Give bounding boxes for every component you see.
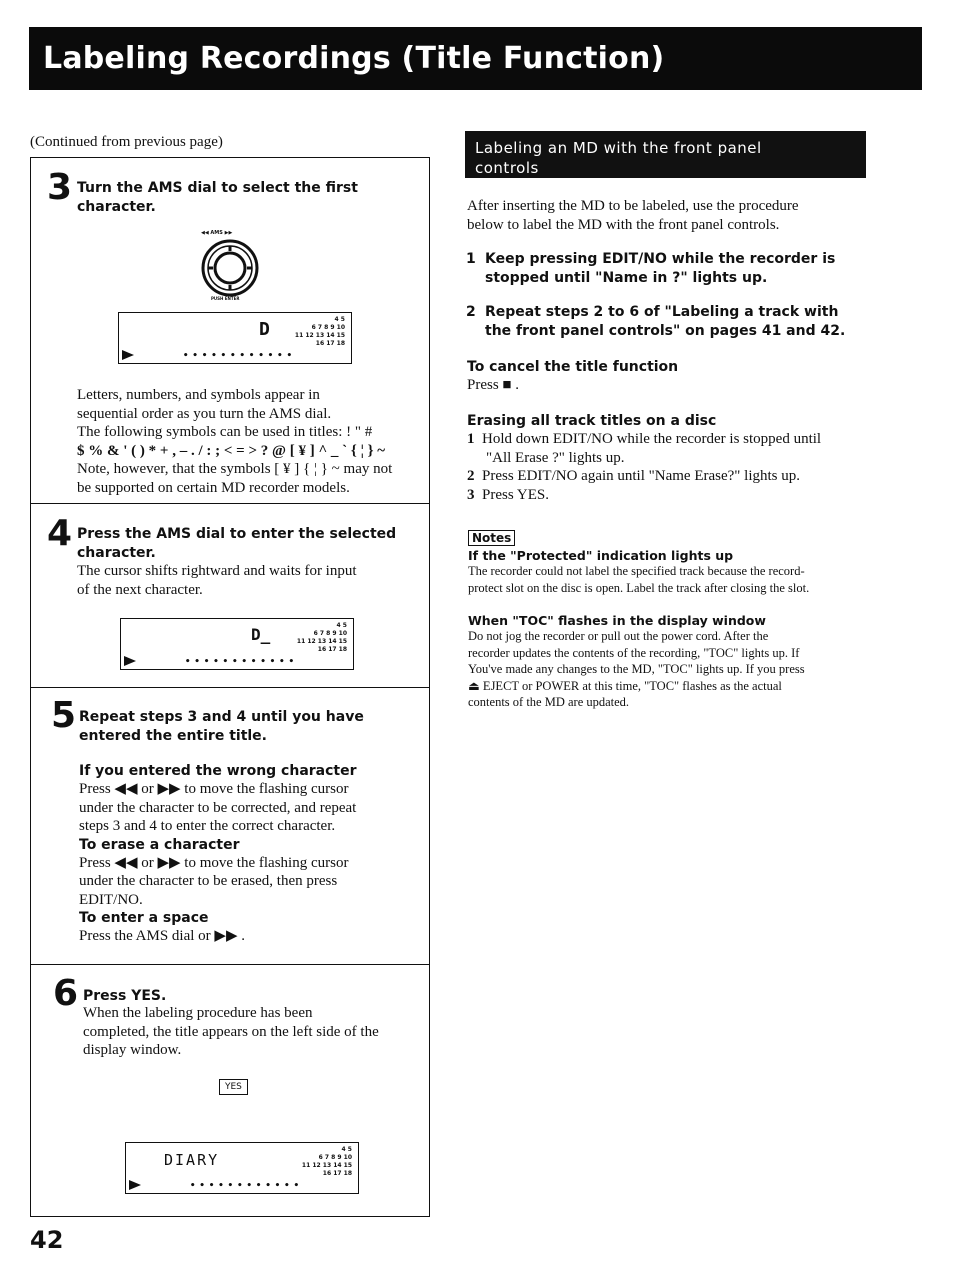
section-banner <box>465 131 866 178</box>
level-dots: •••••••••••• <box>183 351 297 361</box>
page-title: Labeling Recordings (Title Function) <box>43 41 665 76</box>
erase-section: Erasing all track titles on a disc 1 Hold down EDIT/NO while the recorder is stopped until "All Erase ?" lights up. 2 Press EDIT/NO again until "Name Erase?" lights up. 3 Press YES. <box>467 413 822 503</box>
play-icon <box>129 1180 141 1190</box>
step-number: 5 <box>51 695 77 736</box>
step-title: Repeat steps 3 and 4 until you have entered the entire title. <box>79 709 364 744</box>
track-grid: 4 5 6 7 8 9 10 11 12 13 14 15 16 17 18 <box>294 316 345 347</box>
intro-text: After inserting the MD to be labeled, use the procedure below to label the MD with the front panel controls. <box>467 198 799 233</box>
divider <box>31 687 429 688</box>
step-subsections: If you entered the wrong character Press ◀◀ or ▶▶ to move the flashing cursor under the character to be corrected, and repeat steps 3 and 4 to enter the correct character. To erase a character Press ◀◀ or ▶▶ to move the flashing cursor under the character to be erased, then press EDIT/NO. To enter a space Press the AMS dial or ▶▶ . <box>79 763 357 944</box>
play-icon <box>124 656 136 666</box>
notes-label: Notes <box>468 530 515 546</box>
front-panel-step: 1 Keep pressing EDIT/NO while the recorder is stopped until "Name in ?" lights up. <box>466 251 836 286</box>
step-body: When the labeling procedure has been completed, the title appears on the left side of the display window. <box>83 1005 379 1058</box>
divider <box>31 503 429 504</box>
step-number: 4 <box>47 513 73 554</box>
step-body: Letters, numbers, and symbols appear in sequential order as you turn the AMS dial. The following symbols can be used in titles: ! " # $ % & ' ( ) * + , – . / : ; < = > ? @ [ ¥ ] ^ _ ` { ¦ } ~ Note, however, that the symbols [ ¥ ] { ¦ } ~ may not be supported on certain MD recorder models. <box>77 387 393 496</box>
step-body: The cursor shifts rightward and waits for input of the next character. <box>77 563 357 598</box>
display-title: DIARY <box>164 1151 220 1169</box>
front-panel-step: 2 Repeat steps 2 to 6 of "Labeling a track with the front panel controls" on pages 41 and 42. <box>466 304 846 339</box>
divider <box>31 964 429 965</box>
dial-bottom-label: PUSH ENTER <box>211 296 240 301</box>
step-title: Press YES. <box>83 988 167 1004</box>
cancel-section: To cancel the title function Press ■ . <box>467 359 679 393</box>
display-window <box>118 312 352 364</box>
level-dots: •••••••••••• <box>185 657 299 667</box>
display-window <box>125 1142 359 1194</box>
steps-box <box>30 157 430 1217</box>
track-grid: 4 5 6 7 8 9 10 11 12 13 14 15 16 17 18 <box>301 1146 352 1177</box>
track-grid: 4 5 6 7 8 9 10 11 12 13 14 15 16 17 18 <box>296 622 347 653</box>
step-number: 3 <box>47 167 73 208</box>
display-window <box>120 618 354 670</box>
step-number: 6 <box>53 973 79 1014</box>
continued-note: (Continued from previous page) <box>30 134 223 150</box>
level-dots: •••••••••••• <box>190 1181 304 1191</box>
title-banner <box>29 27 922 90</box>
ams-dial-icon <box>199 238 261 298</box>
display-char: D_ <box>251 625 271 644</box>
dial-top-label: ◀◀ AMS ▶▶ <box>201 230 233 236</box>
page-number: 42 <box>30 1226 64 1254</box>
play-icon <box>122 350 134 360</box>
display-char: D <box>259 319 270 340</box>
note-toc: When "TOC" flashes in the display window Do not jog the recorder or pull out the power cord. After the recorder updates the contents of the recording, "TOC" lights up. If You've made any changes to the MD, "TOC" lights up. If you press ⏏ EJECT or POWER at this time, "TOC" flashes as the actual contents of the MD are updated. <box>468 613 805 709</box>
note-protected: If the "Protected" indication lights up The recorder could not label the specified track because the record- protect slot on the disc is open. Label the track after closing the slot. <box>468 548 810 595</box>
section-title: Labeling an MD with the front panel controls <box>475 139 762 177</box>
step-title: Press the AMS dial to enter the selected character. <box>77 526 397 561</box>
step-title: Turn the AMS dial to select the first character. <box>77 180 358 215</box>
yes-button-icon: YES <box>219 1079 248 1095</box>
